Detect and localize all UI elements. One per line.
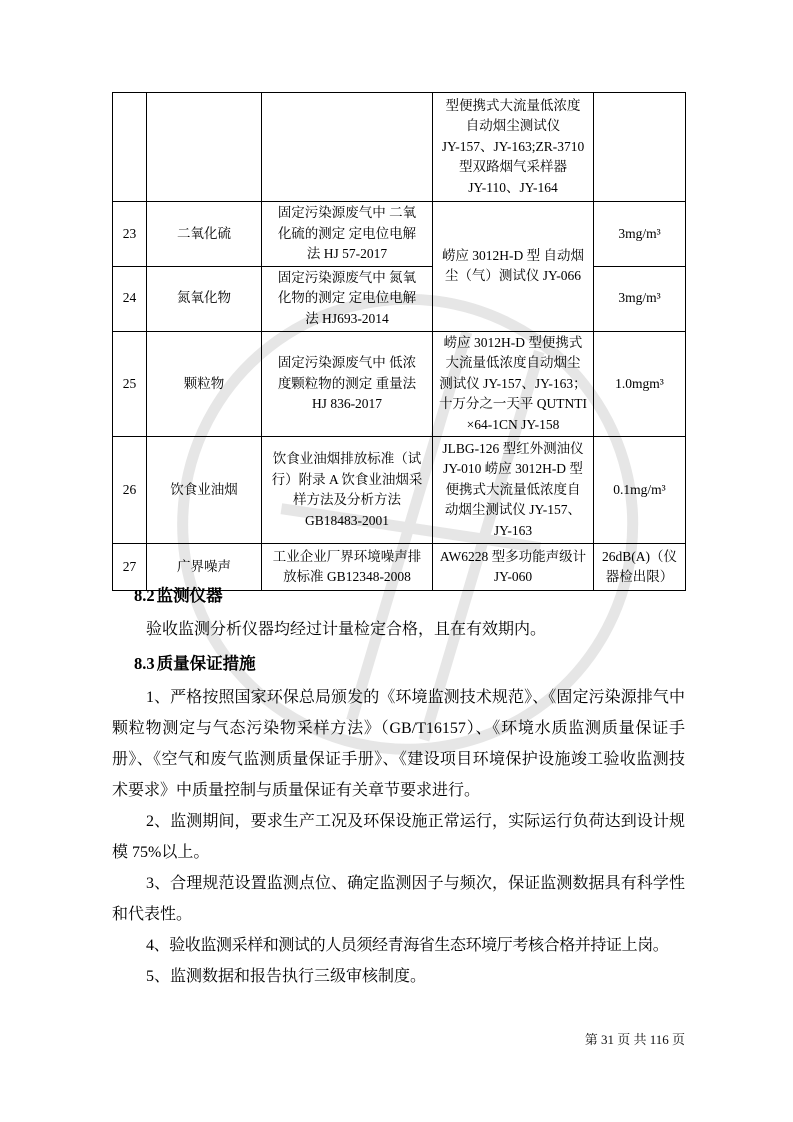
cell-detection-limit: 0.1mg/m³: [594, 437, 686, 544]
cell-detection-limit: 3mg/m³: [594, 202, 686, 267]
page-number-footer: 第 31 页 共 116 页: [584, 1032, 685, 1047]
section-heading-8-2: [134, 584, 685, 608]
cell-instrument: 型便携式大流量低浓度 自动烟尘测试仪 JY-157、JY-163;ZR-3710 型双路烟气采样器 JY-110、JY-164: [433, 93, 594, 202]
cell-parameter: 颗粒物: [147, 331, 262, 437]
cell-method-standard: 固定污染源废气中 低浓 度颗粒物的测定 重量法 HJ 836-2017: [262, 331, 433, 437]
cell-parameter: [147, 93, 262, 202]
cell-seq-no: 24: [113, 266, 147, 331]
cell-seq-no: [113, 93, 147, 202]
table-row: [113, 437, 686, 544]
section-title: 质量保证措施: [156, 655, 256, 673]
cell-method-standard: 固定污染源废气中 二氧 化硫的测定 定电位电解 法 HJ 57-2017: [262, 202, 433, 267]
section-number: 8.3: [134, 654, 155, 673]
qa-paragraph-4: 4、验收监测采样和测试的人员须经青海省生态环境厅考核合格并持证上岗。: [146, 937, 669, 954]
cell-method-standard: [262, 93, 433, 202]
cell-instrument: AW6228 型多功能声级计 JY-060: [433, 544, 594, 591]
cell-detection-limit: 1.0mgm³: [594, 331, 686, 437]
qa-paragraph-2: 2、监测期间，要求生产工况及环保设施正常运行，实际运行负荷达到设计规模 75%以上。: [112, 813, 685, 861]
cell-method-standard: 工业企业厂界环境噪声排 放标准 GB12348-2008: [262, 544, 433, 591]
cell-parameter: 广界噪声: [147, 544, 262, 591]
cell-parameter: 饮食业油烟: [147, 437, 262, 544]
cell-instrument: 崂应 3012H-D 型 自动烟 尘（气）测试仪 JY-066: [433, 202, 594, 332]
cell-parameter: 氮氧化物: [147, 266, 262, 331]
qa-paragraph-5: 5、监测数据和报告执行三级审核制度。: [146, 968, 427, 985]
table-row: [113, 93, 686, 202]
cell-seq-no: 27: [113, 544, 147, 591]
section-title: 监测仪器: [156, 587, 223, 605]
table-row: [113, 266, 686, 331]
cell-seq-no: 23: [113, 202, 147, 267]
body-sections: [112, 584, 685, 992]
section-8-2-body: 验收监测分析仪器均经过计量检定合格，且在有效期内。: [146, 621, 547, 638]
cell-detection-limit: 26dB(A)（仪 器检出限）: [594, 544, 686, 591]
cell-seq-no: 26: [113, 437, 147, 544]
section-number: 8.2: [134, 586, 155, 605]
qa-paragraph-3: 3、合理规范设置监测点位、确定监测因子与频次，保证监测数据具有科学性和代表性。: [112, 875, 685, 923]
section-heading-8-3: [134, 652, 685, 676]
table-row: [113, 202, 686, 267]
cell-detection-limit: 3mg/m³: [594, 266, 686, 331]
cell-detection-limit: [594, 93, 686, 202]
table-row: [113, 331, 686, 437]
cell-instrument: JLBG-126 型红外测油仪 JY-010 崂应 3012H-D 型 便携式大流量低浓度自 动烟尘测试仪 JY-157、 JY-163: [433, 437, 594, 544]
qa-paragraph-1: 1、严格按照国家环保总局颁发的《环境监测技术规范》、《固定污染源排气中颗粒物测定与气态污染物采样方法》（GB/T16157）、《环境水质监测质量保证手册》、《空气和废气监测质量保证手册》、《建设项目环境保护设施竣工验收监测技术要求》中质量控制与质量保证有关章节要求进行。: [112, 689, 685, 799]
monitoring-instrument-table: [112, 92, 686, 591]
cell-seq-no: 25: [113, 331, 147, 437]
cell-instrument: 崂应 3012H-D 型便携式 大流量低浓度自动烟尘 测试仪 JY-157、JY-163； 十万分之一天平 QUTNTI ×64-1CN JY-158: [433, 331, 594, 437]
cell-parameter: 二氧化硫: [147, 202, 262, 267]
cell-method-standard: 固定污染源废气中 氮氧 化物的测定 定电位电解 法 HJ693-2014: [262, 266, 433, 331]
cell-method-standard: 饮食业油烟排放标准（试 行）附录 A 饮食业油烟采 样方法及分析方法 GB18483-2001: [262, 437, 433, 544]
